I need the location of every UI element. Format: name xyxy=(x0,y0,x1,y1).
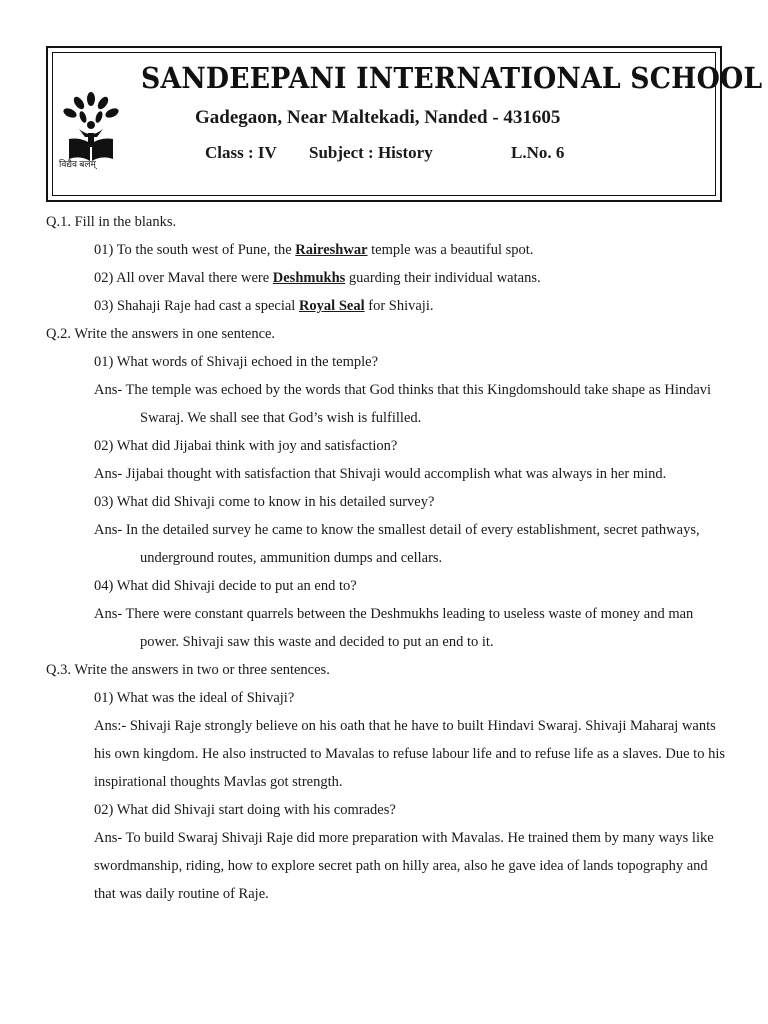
lesson-number: L.No. 6 xyxy=(511,143,565,162)
q1-item-text: guarding their individual watans. xyxy=(345,270,541,286)
q1-item-text: 03) Shahaji Raje had cast a special xyxy=(94,298,299,314)
q3-answer: Ans:- Shivaji Raje strongly believe on his oath that he have to built Hindavi Swaraj. Shivaji Maharaj wants xyxy=(94,718,716,734)
q1-item-text: for Shivaji. xyxy=(364,298,434,314)
school-name: SANDEEPANI INTERNATIONAL SCHOOL xyxy=(141,61,763,95)
school-header xyxy=(46,46,763,202)
q3-answer: swordmanship, riding, how to explore secret path on hilly area, also he gave idea of lands topography and xyxy=(94,858,708,874)
q1-item xyxy=(94,297,433,315)
q1-item xyxy=(94,269,541,287)
q3-answer: inspirational thoughts Mavlas got strength. xyxy=(94,774,343,790)
q2-answer-cont: power. Shivaji saw this waste and decided to put an end to it. xyxy=(140,634,494,650)
q2-answer: Ans- The temple was echoed by the words that God thinks that this Kingdomshould take shape as Hindavi xyxy=(94,382,712,398)
q3-question: 01) What was the ideal of Shivaji? xyxy=(94,690,295,706)
q3-answer: his own kingdom. He also instructed to Mavalas to refuse labour life and to refuse life as a slaves. Due to his xyxy=(94,746,725,762)
q3-answer: that was daily routine of Raje. xyxy=(94,886,269,902)
q1-item xyxy=(94,241,533,259)
subject-label: Subject : History xyxy=(309,143,433,162)
q3-title: Q.3. Write the answers in two or three sentences. xyxy=(46,662,330,678)
q1-blank-answer: Deshmukhs xyxy=(272,270,346,286)
q2-answer-cont: underground routes, ammunition dumps and cellars. xyxy=(140,550,443,566)
q1-item-text: temple was a beautiful spot. xyxy=(367,242,534,258)
school-motto: विद्यैव बलम् xyxy=(59,159,96,169)
q2-answer: Ans- In the detailed survey he came to know the smallest detail of every establishment, secret pathways, xyxy=(94,522,700,538)
q1-blank-answer: Royal Seal xyxy=(298,298,365,314)
q3-answer: Ans- To build Swaraj Shivaji Raje did more preparation with Mavalas. He trained them by many ways like xyxy=(94,830,714,846)
q1-blank-answer: Raireshwar xyxy=(295,242,368,258)
q1-item-text: 02) All over Maval there were xyxy=(94,270,273,286)
q2-question: 04) What did Shivaji decide to put an end to? xyxy=(94,578,357,594)
q2-answer: Ans- Jijabai thought with satisfaction that Shivaji would accomplish what was always in her mind. xyxy=(94,466,667,482)
q2-title: Q.2. Write the answers in one sentence. xyxy=(46,326,276,342)
class-label: Class : IV xyxy=(205,143,277,162)
q2-question: 03) What did Shivaji come to know in his detailed survey? xyxy=(94,494,435,510)
school-address: Gadegaon, Near Maltekadi, Nanded - 431605 xyxy=(195,107,561,128)
q2-answer: Ans- There were constant quarrels between the Deshmukhs leading to useless waste of money and man xyxy=(94,606,694,622)
q1-title: Q.1. Fill in the blanks. xyxy=(46,214,177,230)
q1-item-text: 01) To the south west of Pune, the xyxy=(94,242,296,258)
q2-answer-cont: Swaraj. We shall see that God’s wish is fulfilled. xyxy=(140,410,422,426)
q3-question: 02) What did Shivaji start doing with his comrades? xyxy=(94,802,396,818)
header-inner-border xyxy=(52,52,763,196)
q2-question: 02) What did Jijabai think with joy and satisfaction? xyxy=(94,438,398,454)
q2-question: 01) What words of Shivaji echoed in the temple? xyxy=(94,354,379,370)
